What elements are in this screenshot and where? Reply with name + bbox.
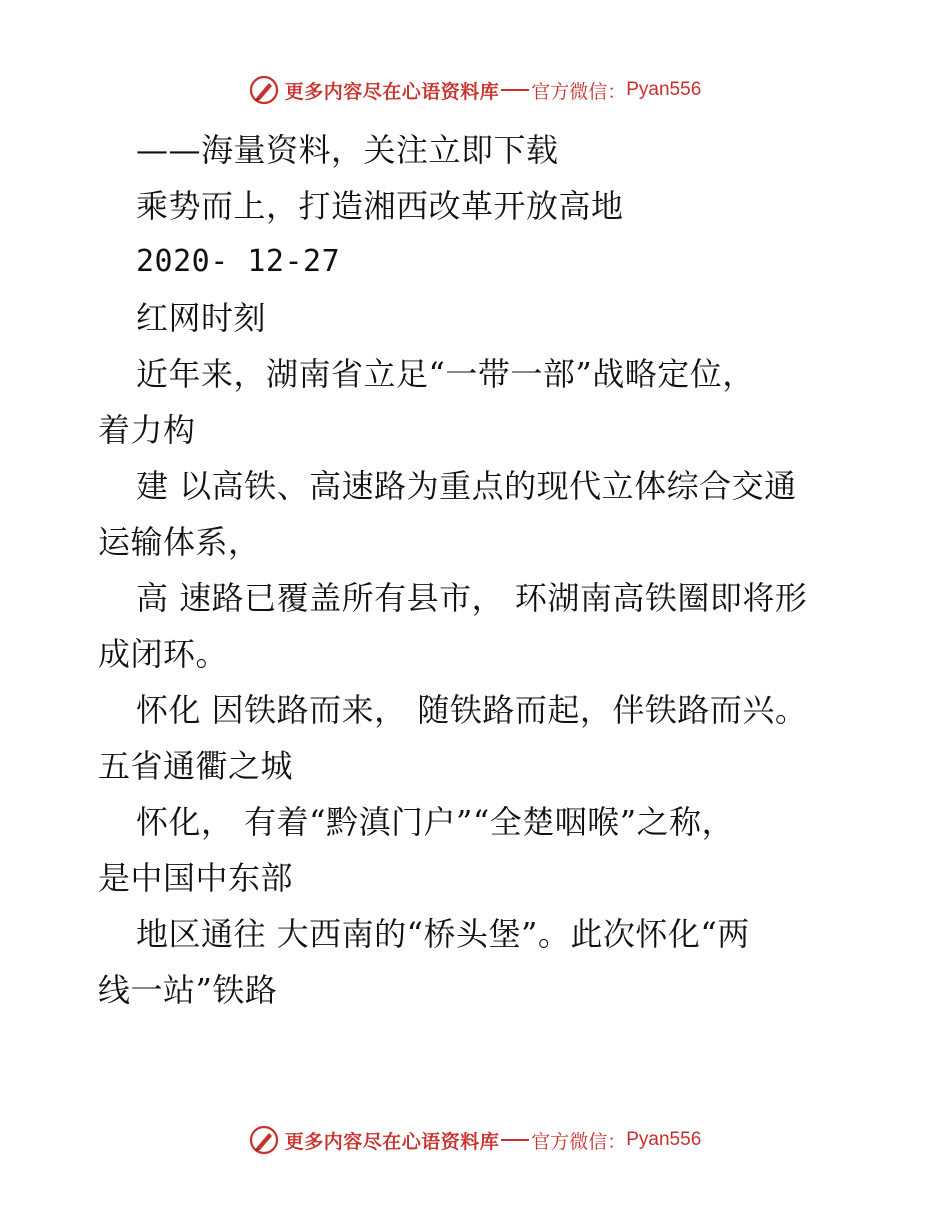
body-line: 怀化 因铁路而来， 随铁路而起，伴铁路而兴。 [136,691,808,729]
footer-banner [0,1120,950,1160]
banner-wechat-id: Pyan556 [626,79,702,100]
banner-dash [501,89,529,91]
header-banner [0,70,950,110]
body-line: 建 以高铁、高速路为重点的现代立体综合交通 [136,467,797,505]
banner-wechat-id: Pyan556 [626,1129,702,1150]
banner-wechat-label: 官方微信： [531,1130,627,1153]
body-line: 成闭环。 [98,635,229,673]
body-line: 高 速路已覆盖所有县市， 环湖南高铁圈即将形 [136,579,808,617]
pen-logo-icon [249,75,279,105]
banner-dash [501,1139,529,1141]
banner-title: 更多内容尽在心语资料库 [284,80,500,103]
body-line: 地区通往 大西南的“桥头堡”。此次怀化“两 [136,915,750,953]
document-body [98,122,858,1018]
body-line: ——海量资料，关注立即下载 [136,131,559,169]
banner-wechat-label: 官方微信： [531,80,627,103]
article-date: 2020- 12-27 [136,244,341,279]
body-line: 怀化， 有着“黔滇门户”“全楚咽喉”之称， [136,803,735,841]
body-line: 运输体系， [98,523,261,561]
body-line: 是中国中东部 [98,859,294,897]
body-line: 五省通衢之城 [98,747,294,785]
article-source: 红网时刻 [136,299,267,337]
body-line: 线一站”铁路 [98,971,278,1009]
body-line: 近年来，湖南省立足“一带一部”战略定位， [136,355,755,393]
article-title: 乘势而上，打造湘西改革开放高地 [136,187,624,225]
pen-logo-icon [249,1125,279,1155]
body-line: 着力构 [98,411,196,449]
banner-title: 更多内容尽在心语资料库 [284,1130,500,1153]
